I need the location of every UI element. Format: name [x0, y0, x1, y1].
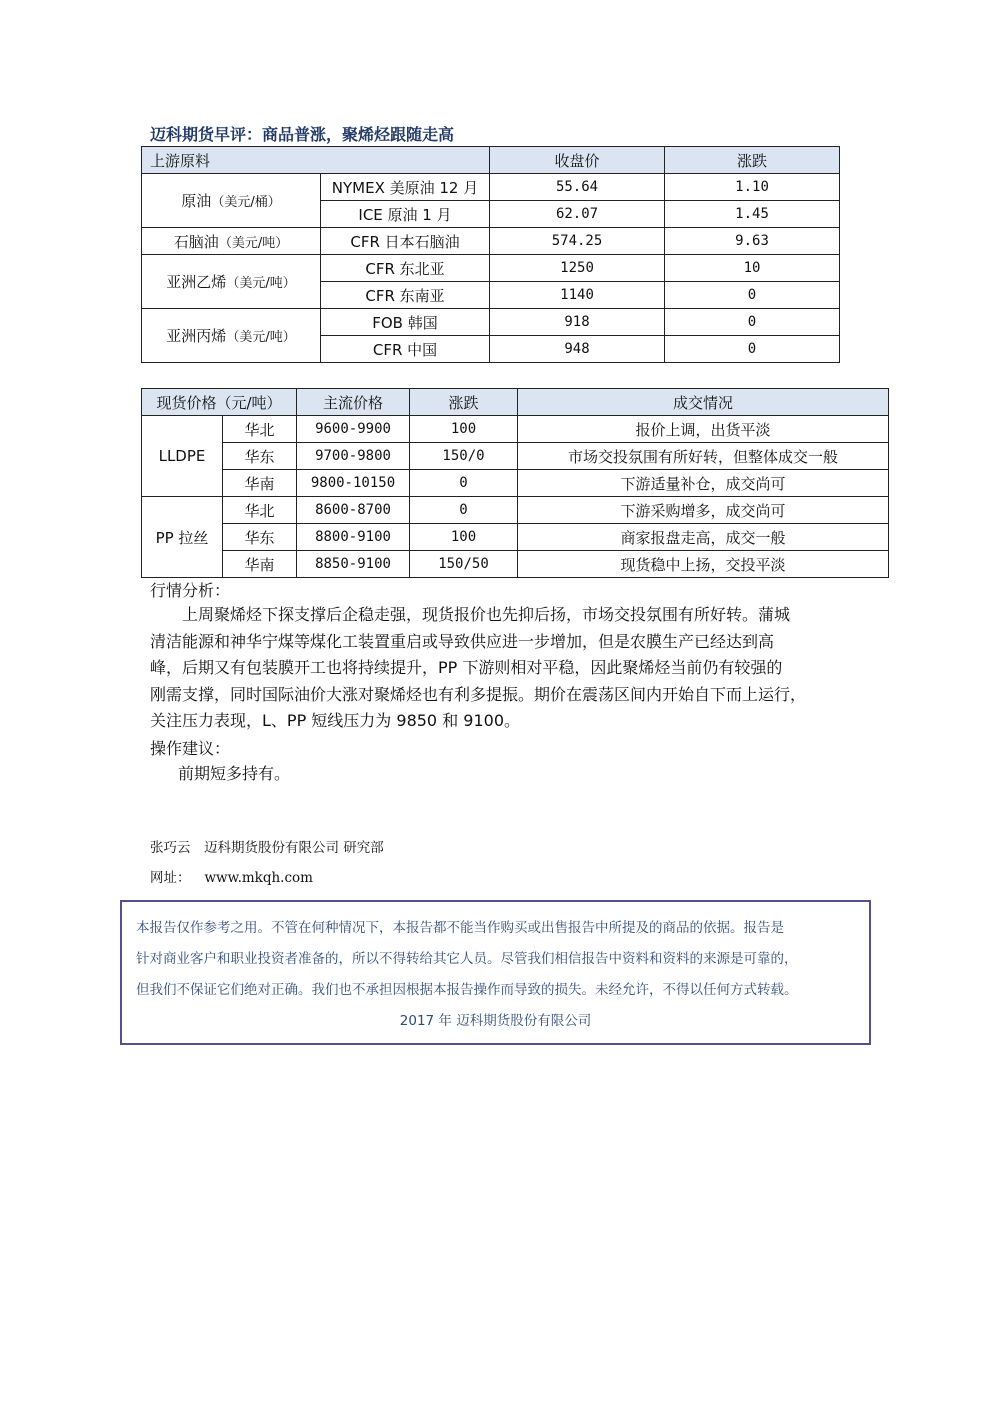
item-cell: CFR 东南亚	[321, 282, 490, 309]
change-cell: 150/50	[410, 551, 518, 578]
change-cell: 0	[410, 470, 518, 497]
disclaimer-line: 针对商业客户和职业投资者准备的，所以不得转给其它人员。尽管我们相信报告中资料和资料的来源是可靠的，	[136, 951, 798, 967]
header-upstream: 上游原料	[142, 147, 490, 174]
item-cell: CFR 日本石脑油	[321, 228, 490, 255]
change-cell: 150/0	[410, 443, 518, 470]
report-title: 迈科期货早评：商品普涨，聚烯烃跟随走高	[150, 125, 455, 144]
advice-text: 前期短多持有。	[178, 764, 291, 783]
table-row	[142, 174, 840, 201]
price-cell: 948	[490, 336, 665, 363]
analysis-line: 峰，后期又有包装膜开工也将持续提升，PP 下游则相对平稳，因此聚烯烃当前仍有较强的	[150, 658, 783, 677]
deal-cell: 商家报盘走高，成交一般	[518, 524, 889, 551]
item-cell: NYMEX 美原油 12 月	[321, 174, 490, 201]
table-row	[142, 416, 889, 443]
analysis-line: 上周聚烯烃下探支撑后企稳走强，现货报价也先抑后扬，市场交投氛围有所好转。蒲城	[182, 605, 791, 624]
region-cell: 华东	[223, 443, 297, 470]
price-cell: 62.07	[490, 201, 665, 228]
table-row	[142, 470, 889, 497]
change-cell: 100	[410, 416, 518, 443]
table-row	[142, 255, 840, 282]
advice-heading: 操作建议：	[150, 739, 231, 758]
group-label: 亚洲乙烯	[166, 273, 227, 291]
change-cell: 0	[665, 336, 840, 363]
table-row	[142, 524, 889, 551]
analysis-line: 关注压力表现，L、PP 短线压力为 9850 和 9100。	[150, 711, 520, 730]
deal-cell: 报价上调，出货平淡	[518, 416, 889, 443]
price-cell: 8850-9100	[297, 551, 410, 578]
website-label: 网址：	[150, 870, 191, 886]
region-cell: 华北	[223, 497, 297, 524]
header-change: 涨跌	[665, 147, 840, 174]
item-cell: CFR 东北亚	[321, 255, 490, 282]
price-cell: 9700-9800	[297, 443, 410, 470]
price-cell: 55.64	[490, 174, 665, 201]
region-cell: 华南	[223, 551, 297, 578]
change-cell: 0	[410, 497, 518, 524]
price-cell: 574.25	[490, 228, 665, 255]
price-cell: 918	[490, 309, 665, 336]
group-unit: （美元/吨）	[226, 276, 296, 291]
group-unit: （美元/吨）	[218, 235, 289, 251]
group-unit: （美元/吨）	[226, 330, 296, 345]
website-line	[150, 866, 313, 886]
header-spot-price: 现货价格（元/吨）	[142, 389, 297, 416]
price-cell: 9800-10150	[297, 470, 410, 497]
table-row	[142, 497, 889, 524]
upstream-table	[141, 146, 840, 363]
region-cell: 华北	[223, 416, 297, 443]
group-name	[142, 309, 321, 363]
copyright-line: 2017 年 迈科期货股份有限公司	[399, 1013, 592, 1029]
group-label: 亚洲丙烯	[166, 327, 227, 345]
spot-price-table	[141, 388, 889, 578]
price-cell: 8600-8700	[297, 497, 410, 524]
group-name	[142, 255, 321, 309]
disclaimer-line: 本报告仅作参考之用。不管在何种情况下，本报告都不能当作购买或出售报告中所提及的商品的依据。报告是	[136, 920, 784, 936]
item-cell: CFR 中国	[321, 336, 490, 363]
header-deal: 成交情况	[518, 389, 889, 416]
deal-cell: 现货稳中上扬，交投平淡	[518, 551, 889, 578]
disclaimer-box	[120, 900, 871, 1045]
table-row	[142, 228, 840, 255]
analysis-line: 清洁能源和神华宁煤等煤化工装置重启或导致供应进一步增加，但是农膜生产已经达到高	[150, 631, 775, 651]
item-cell: ICE 原油 1 月	[321, 201, 490, 228]
table-row	[142, 443, 889, 470]
group-name	[142, 174, 321, 228]
table-header-row	[142, 147, 840, 174]
analysis-paragraph	[150, 602, 850, 735]
change-cell: 1.10	[665, 174, 840, 201]
deal-cell: 下游适量补仓，成交尚可	[518, 470, 889, 497]
change-cell: 10	[665, 255, 840, 282]
table-row	[142, 551, 889, 578]
header-close-price: 收盘价	[490, 147, 665, 174]
change-cell: 9.63	[665, 228, 840, 255]
price-cell: 8800-9100	[297, 524, 410, 551]
region-cell: 华南	[223, 470, 297, 497]
table-row	[142, 309, 840, 336]
analysis-heading: 行情分析：	[150, 581, 231, 600]
deal-cell: 市场交投氛围有所好转，但整体成交一般	[518, 443, 889, 470]
price-cell: 9600-9900	[297, 416, 410, 443]
analysis-line: 刚需支撑，同时国际油价大涨对聚烯烃也有利多提振。期价在震荡区间内开始自下而上运行，	[150, 684, 807, 704]
product-name: PP 拉丝	[142, 497, 223, 578]
author-line: 张巧云 迈科期货股份有限公司 研究部	[150, 840, 384, 856]
group-name	[142, 228, 321, 255]
change-cell: 100	[410, 524, 518, 551]
deal-cell: 下游采购增多，成交尚可	[518, 497, 889, 524]
disclaimer-line: 但我们不保证它们绝对正确。我们也不承担因根据本报告操作而导致的损失。未经允许，不得以任何方式转载。	[136, 982, 798, 998]
website-url: www.mkqh.com	[204, 870, 313, 886]
change-cell: 0	[665, 309, 840, 336]
price-cell: 1140	[490, 282, 665, 309]
price-cell: 1250	[490, 255, 665, 282]
region-cell: 华东	[223, 524, 297, 551]
product-name: LLDPE	[142, 416, 223, 497]
change-cell: 1.45	[665, 201, 840, 228]
group-unit: （美元/桶）	[211, 195, 281, 210]
header-main-price: 主流价格	[297, 389, 410, 416]
item-cell: FOB 韩国	[321, 309, 490, 336]
group-label: 原油	[181, 192, 212, 210]
header-change: 涨跌	[410, 389, 518, 416]
table-header-row	[142, 389, 889, 416]
group-label: 石脑油	[173, 232, 219, 251]
change-cell: 0	[665, 282, 840, 309]
